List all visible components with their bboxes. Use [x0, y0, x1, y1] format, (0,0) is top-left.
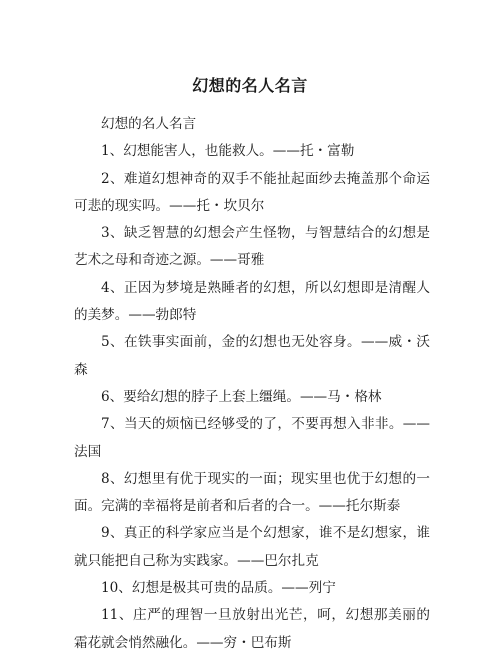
quote-5: 5、在铁事实面前，金的幻想也无处容身。——威・沃森 [74, 334, 430, 378]
quote-9: 9、真正的科学家应当是个幻想家，谁不是幻想家，谁就只能把自己称为实践家。——巴尔扎克 [74, 525, 430, 569]
quote-2: 2、难道幻想神奇的双手不能扯起面纱去掩盖那个命运可悲的现实吗。——托・坎贝尔 [74, 170, 430, 214]
quote-8: 8、幻想里有优于现实的一面；现实里也优于幻想的一面。完满的幸福将是前者和后者的合一。——托尔斯泰 [74, 470, 430, 515]
quote-6: 6、要给幻想的脖子上套上缰绳。——马・格林 [101, 388, 382, 405]
quote-1: 1、幻想能害人，也能救人。——托・富勒 [101, 143, 355, 160]
quote-10: 10、幻想是极其可贵的品质。——列宁 [101, 580, 336, 597]
document-body [74, 111, 430, 657]
quote-3: 3、缺乏智慧的幻想会产生怪物，与智慧结合的幻想是艺术之母和奇迹之源。——哥雅 [74, 225, 430, 269]
paragraph-heading: 幻想的名人名言 [101, 116, 197, 132]
quote-7: 7、当天的烦恼已经够受的了，不要再想入非非。——法国 [74, 416, 430, 460]
quote-4: 4、正因为梦境是熟睡者的幻想，所以幻想即是清醒人的美梦。——勃郎特 [74, 279, 430, 324]
document-title: 幻想的名人名言 [192, 76, 308, 95]
quote-11: 11、庄严的理智一旦放射出光芒，呵，幻想那美丽的霜花就会悄然融化。——穷・巴布斯 [74, 607, 430, 651]
